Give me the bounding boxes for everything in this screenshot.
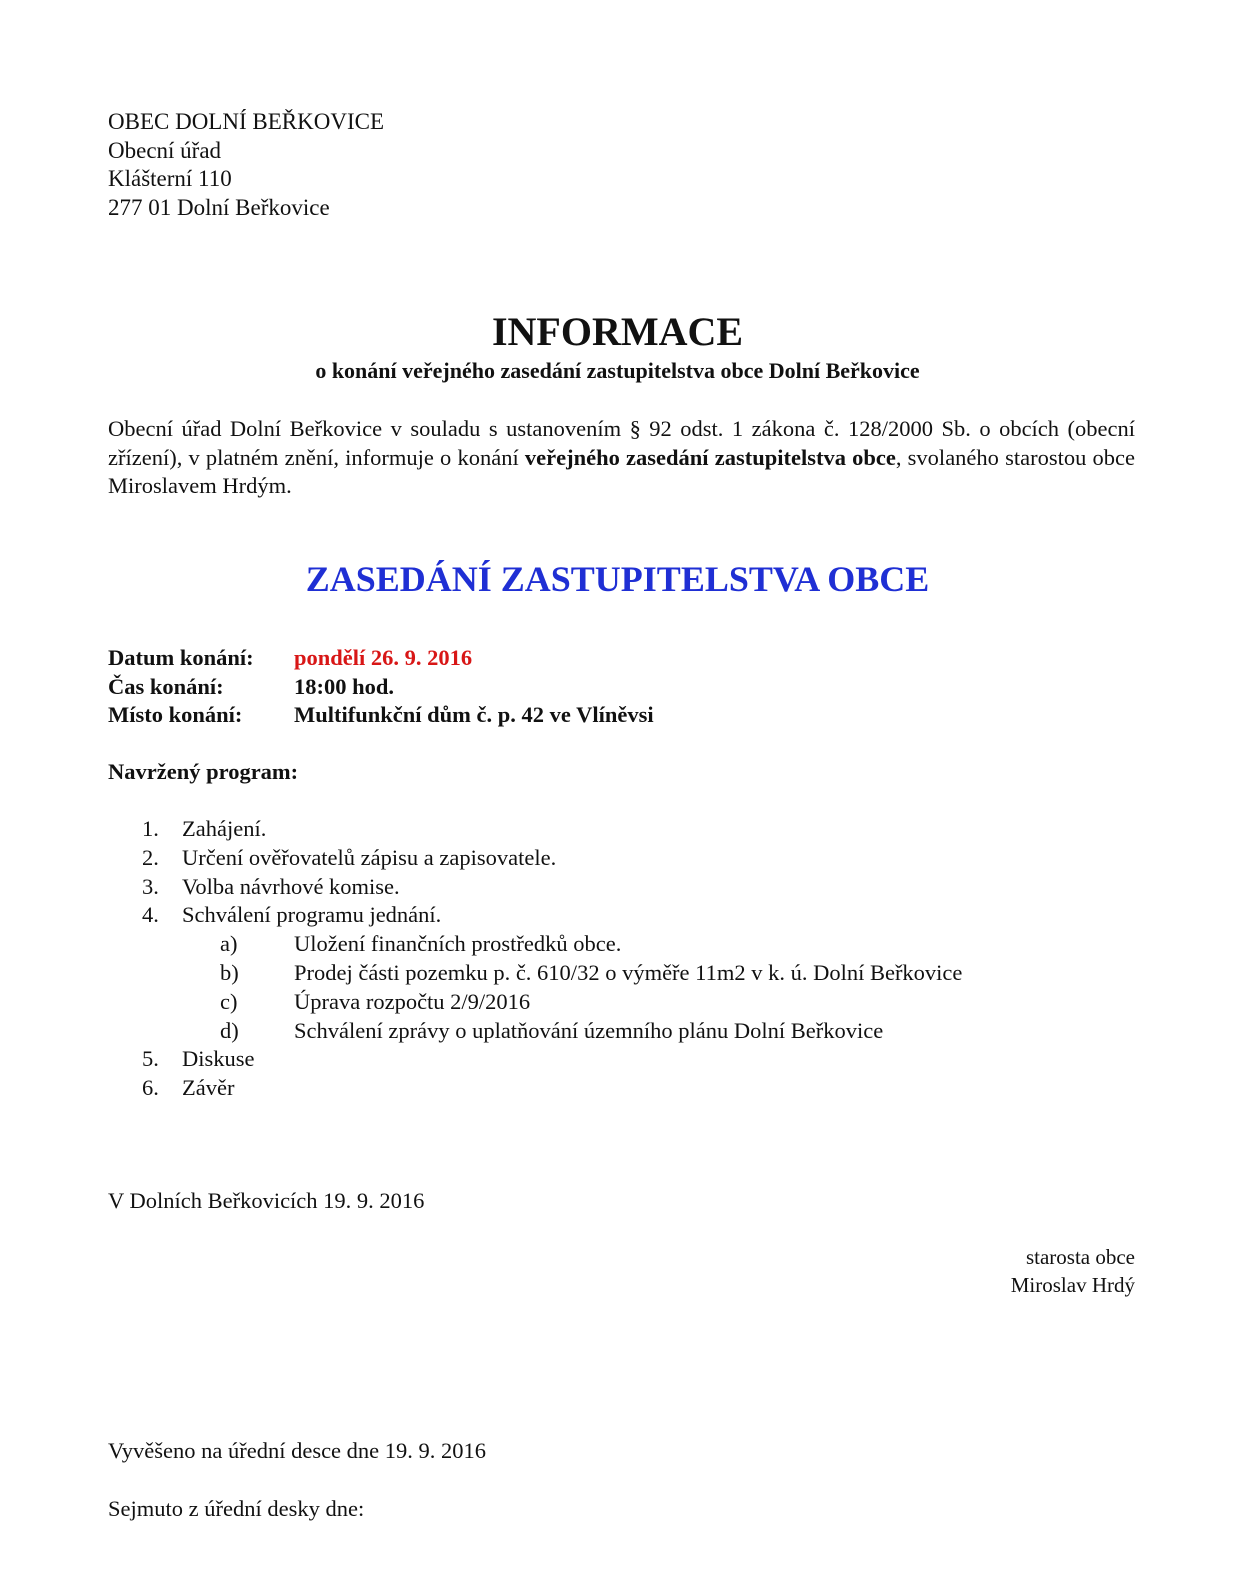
agenda-subnumber: d) xyxy=(220,1017,239,1043)
detail-row-time xyxy=(108,673,654,702)
agenda-subitem xyxy=(142,959,962,988)
document-subtitle: o konání veřejného zasedání zastupitelstva obce Dolní Beřkovice xyxy=(315,358,920,383)
agenda-subnumber: c) xyxy=(220,988,238,1014)
agenda-item xyxy=(142,844,962,873)
agenda-number: 1. xyxy=(142,816,159,841)
office-name: Obecní úřad xyxy=(108,137,222,163)
agenda-number: 5. xyxy=(142,1046,159,1072)
agenda-subtext: Úprava rozpočtu 2/9/2016 xyxy=(294,988,531,1014)
removed-date: Sejmuto z úřední desky dne: xyxy=(108,1496,365,1521)
agenda-number: 4. xyxy=(142,902,159,928)
agenda-subitem xyxy=(142,1017,962,1046)
detail-row-place xyxy=(108,701,654,730)
detail-label: Místo konání: xyxy=(108,702,243,727)
meeting-heading: ZASEDÁNÍ ZASTUPITELSTVA OBCE xyxy=(305,559,930,599)
agenda-text: Volba návrhové komise. xyxy=(182,873,400,899)
agenda-item xyxy=(142,873,962,902)
detail-label: Datum konání: xyxy=(108,645,254,670)
intro-text-2: , svolaného starostou obce Miroslavem Hrdým. xyxy=(108,444,1135,498)
agenda-item xyxy=(142,815,962,844)
agenda-text: Diskuse xyxy=(182,1046,255,1072)
agenda-list xyxy=(142,815,962,1103)
agenda-text: Schválení programu jednání. xyxy=(182,902,442,928)
postal-address: 277 01 Dolní Beřkovice xyxy=(108,194,330,220)
intro-text-1: Obecní úřad Dolní Beřkovice v souladu s ustanovením § 92 odst. 1 zákona č. 128/2000 Sb. o obcích (obecní zřízení), v platném znění, informuje o konání xyxy=(108,416,1135,470)
agenda-subnumber: b) xyxy=(220,959,239,985)
agenda-item xyxy=(142,1045,962,1074)
signature-block xyxy=(1011,1243,1135,1299)
sender-address xyxy=(108,108,384,222)
agenda-item xyxy=(142,1074,962,1103)
signature-role: starosta obce xyxy=(1025,1245,1135,1269)
agenda-subtext: Uložení finančních prostředků obce. xyxy=(294,931,622,957)
detail-value-time: 18:00 hod. xyxy=(294,673,395,699)
agenda-item xyxy=(142,901,962,930)
agenda-subnumber: a) xyxy=(220,931,238,957)
agenda-number: 6. xyxy=(142,1075,159,1101)
place-and-date: V Dolních Beřkovicích 19. 9. 2016 xyxy=(108,1188,425,1213)
agenda-number: 2. xyxy=(142,844,159,870)
program-title: Navržený program: xyxy=(108,759,299,784)
signature-name: Miroslav Hrdý xyxy=(1010,1273,1135,1297)
detail-label: Čas konání: xyxy=(108,673,224,699)
detail-value-place: Multifunkční dům č. p. 42 ve Vlíněvsi xyxy=(294,702,654,727)
document-title: INFORMACE xyxy=(491,309,744,354)
posted-date: Vyvěšeno na úřední desce dne 19. 9. 2016 xyxy=(108,1438,487,1463)
agenda-subtext: Schválení zprávy o uplatňování územního plánu Dolní Beřkovice xyxy=(294,1017,884,1043)
street-address: Klášterní 110 xyxy=(108,166,232,191)
intro-paragraph xyxy=(108,415,1135,501)
intro-text-bold: veřejného zasedání zastupitelstva obce xyxy=(524,444,896,470)
agenda-text: Zahájení. xyxy=(182,816,267,841)
detail-row-date xyxy=(108,644,654,673)
meeting-details xyxy=(108,644,654,730)
agenda-text: Určení ověřovatelů zápisu a zapisovatele. xyxy=(182,844,557,870)
agenda-subtext: Prodej části pozemku p. č. 610/32 o výměře 11m2 v k. ú. Dolní Beřkovice xyxy=(294,959,963,985)
agenda-number: 3. xyxy=(142,873,159,899)
municipality-name: OBEC DOLNÍ BEŘKOVICE xyxy=(108,109,384,134)
agenda-text: Závěr xyxy=(182,1075,235,1101)
detail-value-date: pondělí 26. 9. 2016 xyxy=(294,645,473,670)
agenda-subitem xyxy=(142,930,962,959)
agenda-subitem xyxy=(142,988,962,1017)
